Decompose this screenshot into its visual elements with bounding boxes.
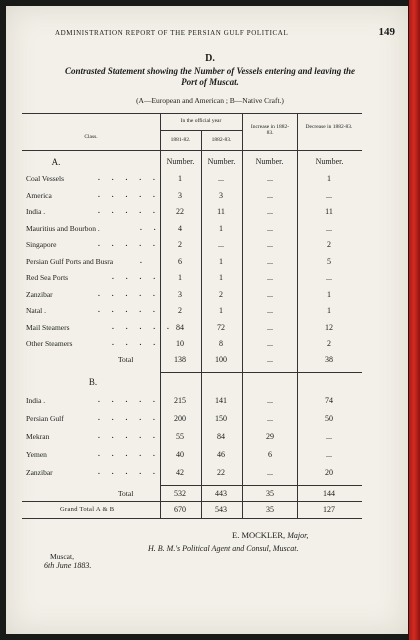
row-y1: 2 [178, 240, 182, 249]
row-y1: 4 [178, 223, 182, 233]
class-header: Class. [84, 134, 98, 140]
row-y1: 1 [178, 174, 182, 183]
place-of-signing: Muscat, [50, 552, 74, 561]
row-increase: ... [267, 223, 273, 233]
row-y2: 3 [219, 190, 223, 200]
grand-total-y1: 670 [174, 505, 186, 514]
row-y1: 3 [178, 190, 182, 200]
row-increase: ... [267, 174, 273, 183]
row-leader-dots: . . . . [112, 272, 161, 281]
year1-header: 1881-82. [170, 137, 191, 143]
table-title-line1: Contrasted Statement showing the Number of Vessels entering and leaving the [64, 66, 356, 76]
row-leader-dots: . . . . . [98, 206, 160, 215]
row-class-name: Persian Gulf Ports and Busra [26, 256, 114, 266]
vrule-4 [297, 113, 298, 518]
rule-total-b [160, 485, 362, 486]
table-title [20, 66, 400, 88]
row-decrease: 1 [327, 174, 331, 183]
row-leader-dots: . . . . . [98, 467, 160, 476]
total-b-dec: 144 [323, 489, 335, 498]
row-y2: 1 [219, 273, 223, 282]
row-class-name: India . [26, 207, 46, 216]
grand-total-dec: 127 [323, 505, 335, 514]
running-title: ADMINISTRATION REPORT OF THE PERSIAN GULF POLITICAL [55, 29, 289, 37]
section-letter: D. [205, 53, 215, 64]
row-leader-dots: . . . . . [98, 449, 160, 458]
row-increase: ... [267, 396, 273, 405]
rule-grand-top [22, 501, 362, 502]
total-b-y2: 443 [215, 489, 227, 498]
number-col-2: Number. [207, 157, 236, 166]
row-increase: ... [267, 207, 273, 216]
row-y2: ... [218, 174, 224, 183]
signature-line [232, 530, 308, 540]
row-y2: 1 [219, 256, 223, 266]
row-increase: ... [267, 306, 273, 315]
number-col-4: Number. [315, 157, 344, 166]
row-decrease: ... [326, 432, 332, 441]
row-class-name: Persian Gulf [26, 414, 64, 423]
row-leader-dots: . . . . . [98, 413, 160, 422]
row-class-name: Other Steamers [26, 339, 73, 348]
row-class-name: Mauritius and Bourbon . [26, 223, 100, 233]
row-y2: 46 [217, 450, 225, 459]
row-class-name: Mekran [26, 432, 50, 441]
row-leader-dots: . . [140, 222, 161, 232]
rule-top [22, 113, 362, 114]
rule-total-a [160, 372, 362, 373]
row-class-name: Zanzibar [26, 468, 53, 477]
row-decrease: 12 [325, 322, 333, 332]
number-col-1: Number. [166, 157, 195, 166]
row-y1: 6 [178, 256, 182, 266]
row-y1: 55 [176, 432, 184, 441]
row-increase: ... [267, 322, 273, 332]
row-y1: 200 [174, 414, 186, 423]
row-leader-dots: . . . . . [98, 431, 160, 440]
row-leader-dots: . . . . . [98, 189, 160, 199]
row-y2: 22 [217, 468, 225, 477]
rule-bottom [22, 518, 362, 519]
official-year-header: In the official year [180, 118, 222, 124]
running-header [55, 26, 395, 38]
row-leader-dots: . . . . . [112, 321, 174, 331]
row-y1: 22 [176, 207, 184, 216]
section-a-label: A. [51, 157, 61, 167]
row-decrease: 2 [327, 339, 331, 348]
row-class-name: Mail Steamers [26, 322, 70, 332]
row-leader-dots: . . . . . [98, 305, 160, 314]
grand-total-inc: 35 [266, 505, 274, 514]
row-decrease: ... [326, 273, 332, 282]
decrease-header: Decrease in 1882-83. [305, 124, 353, 130]
rule-head-bottom [22, 150, 362, 151]
row-decrease: 1 [327, 306, 331, 315]
row-increase: ... [267, 468, 273, 477]
row-class-name: Red Sea Ports [26, 273, 69, 282]
row-increase: ... [267, 339, 273, 348]
row-leader-dots: . . . . . [98, 288, 160, 298]
row-y2: 2 [219, 289, 223, 299]
year2-header: 1882-83. [211, 137, 232, 143]
row-class-name: Coal Vessels [26, 174, 64, 183]
row-class-name: America [26, 190, 52, 200]
section-b-label: B. [88, 377, 98, 387]
row-y1: 2 [178, 306, 182, 315]
table-key: (A—European and American ; B—Native Craft.) [136, 96, 284, 105]
row-y2: 72 [217, 322, 225, 332]
signatory-name: E. MOCKLER, [232, 530, 286, 540]
table-title-line2: Port of Muscat. [181, 77, 239, 87]
row-decrease: 20 [325, 468, 333, 477]
row-y2: 1 [219, 223, 223, 233]
row-increase: 29 [266, 432, 274, 441]
number-col-3: Number. [255, 157, 284, 166]
page-number: 149 [378, 26, 395, 38]
row-decrease: 74 [325, 396, 333, 405]
row-increase: ... [267, 289, 273, 299]
row-decrease: ... [326, 223, 332, 233]
row-increase: ... [267, 273, 273, 282]
total-a-dec: 38 [325, 355, 333, 364]
row-y2: 84 [217, 432, 225, 441]
row-increase: ... [267, 190, 273, 200]
total-a-label: Total [118, 355, 134, 364]
row-leader-dots: . . . . . [98, 395, 160, 404]
total-a-inc: ... [267, 355, 273, 364]
total-b-label: Total [118, 489, 134, 498]
row-decrease: 1 [327, 289, 331, 299]
row-y1: 42 [176, 468, 184, 477]
row-class-name: Zanzibar [26, 289, 53, 299]
row-increase: ... [267, 414, 273, 423]
row-y2: ... [218, 240, 224, 249]
grand-total-y2: 543 [215, 505, 227, 514]
signatory-office: H. B. M.'s Political Agent and Consul, Muscat. [148, 544, 299, 553]
row-increase: 6 [268, 450, 272, 459]
row-increase: ... [267, 240, 273, 249]
row-leader-dots: . [140, 255, 147, 265]
increase-header: Increase in 1882-83. [250, 124, 290, 136]
vrule-3 [242, 113, 243, 518]
row-leader-dots: . . . . . [98, 239, 160, 248]
row-decrease: 5 [327, 256, 331, 266]
row-class-name: India . [26, 396, 46, 405]
row-y1: 1 [178, 273, 182, 282]
row-increase: ... [267, 256, 273, 266]
row-decrease: 50 [325, 414, 333, 423]
date-of-signing: 6th June 1883. [44, 561, 92, 570]
row-decrease: ... [326, 450, 332, 459]
total-b-inc: 35 [266, 489, 274, 498]
row-leader-dots: . . . . . [98, 173, 160, 182]
row-class-name: Natal . [26, 306, 46, 315]
signatory-rank: Major, [287, 531, 309, 540]
row-y2: 11 [217, 207, 225, 216]
row-y1: 3 [178, 289, 182, 299]
row-y1: 10 [176, 339, 184, 348]
row-y2: 141 [215, 396, 227, 405]
row-y1: 40 [176, 450, 184, 459]
row-decrease: 11 [325, 207, 333, 216]
row-leader-dots: . . . . [112, 338, 161, 347]
row-y1: 84 [176, 322, 184, 332]
row-class-name: Yemen [26, 450, 47, 459]
row-y1: 215 [174, 396, 186, 405]
total-a-y2: 100 [215, 355, 227, 364]
row-y2: 8 [219, 339, 223, 348]
row-y2: 1 [219, 306, 223, 315]
total-b-y1: 532 [174, 489, 186, 498]
total-a-y1: 138 [174, 355, 186, 364]
row-decrease: ... [326, 190, 332, 200]
row-decrease: 2 [327, 240, 331, 249]
row-y2: 150 [215, 414, 227, 423]
row-class-name: Singapore [26, 240, 57, 249]
grand-total-label: Grand Total A & B [60, 506, 115, 513]
